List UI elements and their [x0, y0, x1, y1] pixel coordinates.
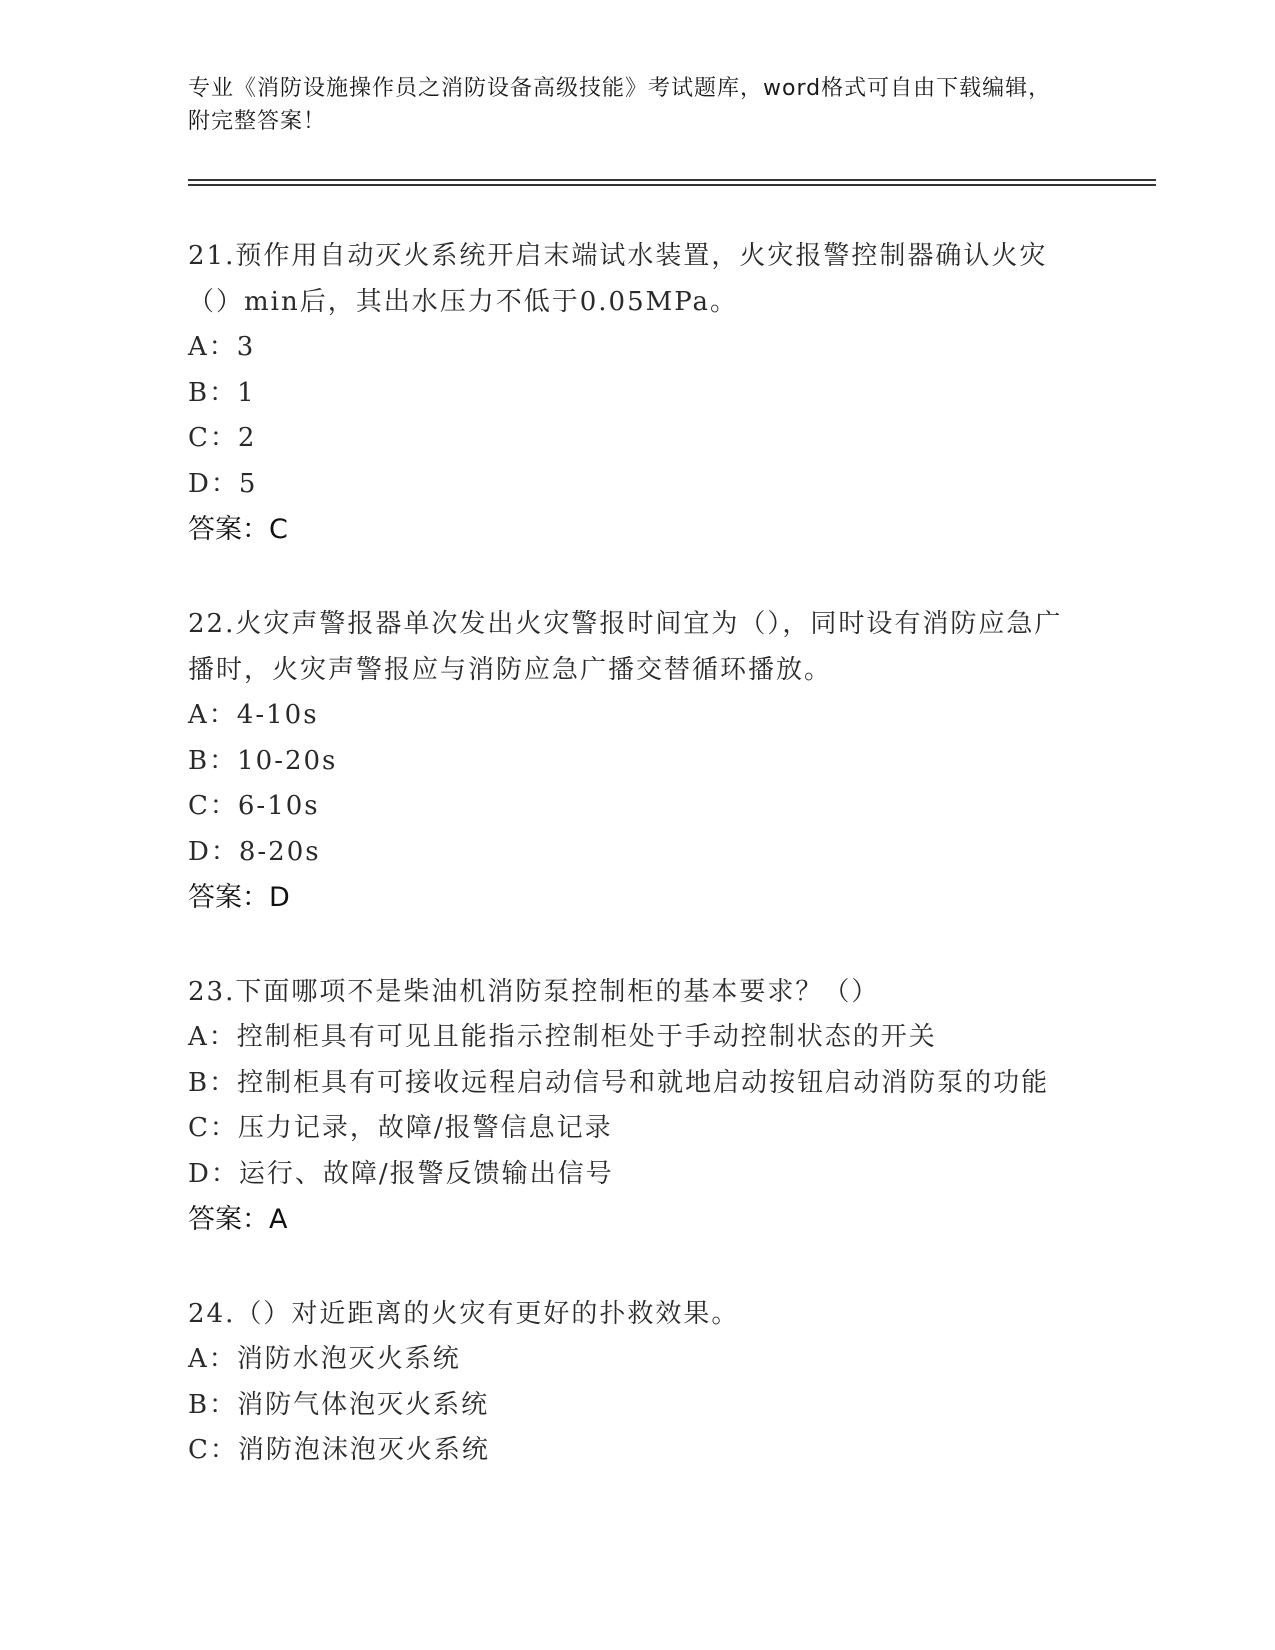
document-intro: 专业《消防设施操作员之消防设备高级技能》考试题库，word格式可自由下载编辑，附完整答案！ — [188, 76, 1052, 134]
header-divider-bottom — [188, 184, 1156, 186]
question-stem: 22.火灾声警报器单次发出火灾警报时间宜为（），同时设有消防应急广播时，火灾声警报应与消防应急广播交替循环播放。 — [188, 609, 1063, 685]
option-c: C：压力记录，故障/报警信息记录 — [188, 1113, 613, 1143]
option-d: D：运行、故障/报警反馈输出信号 — [188, 1158, 614, 1189]
option-b: B：1 — [188, 377, 256, 408]
option-b: B：10-20s — [188, 745, 338, 776]
option-c: C：6-10s — [188, 791, 320, 821]
question-list — [188, 233, 1088, 1522]
question-stem: 24.（）对近距离的火灾有更好的扑救效果。 — [188, 1299, 740, 1329]
option-a: A：消防水泡灭火系统 — [188, 1344, 461, 1374]
option-d: D：5 — [188, 468, 258, 499]
question-stem: 23.下面哪项不是柴油机消防泵控制柜的基本要求？（） — [188, 977, 880, 1007]
question-24 — [188, 1291, 1088, 1474]
header-divider-top — [188, 179, 1156, 181]
option-b: B：消防气体泡灭火系统 — [188, 1389, 490, 1420]
option-a: A：控制柜具有可见且能指示控制柜处于手动控制状态的开关 — [188, 1022, 937, 1052]
option-b: B：控制柜具有可接收远程启动信号和就地启动按钮启动消防泵的功能 — [188, 1067, 1050, 1098]
option-d: D：8-20s — [188, 836, 321, 867]
answer-line: 答案：A — [188, 1204, 288, 1235]
answer-line: 答案：C — [188, 514, 288, 545]
option-a: A：4-10s — [188, 700, 319, 730]
question-stem: 21.预作用自动灭火系统开启末端试水装置，火灾报警控制器确认火灾（）min后，其出水压力不低于0.05MPa。 — [188, 241, 1048, 317]
option-c: C：2 — [188, 423, 257, 453]
option-c: C：消防泡沫泡灭火系统 — [188, 1435, 490, 1465]
option-a: A：3 — [188, 332, 256, 362]
question-21 — [188, 233, 1088, 553]
question-22 — [188, 601, 1088, 921]
question-23 — [188, 969, 1088, 1243]
answer-line: 答案：D — [188, 882, 290, 913]
